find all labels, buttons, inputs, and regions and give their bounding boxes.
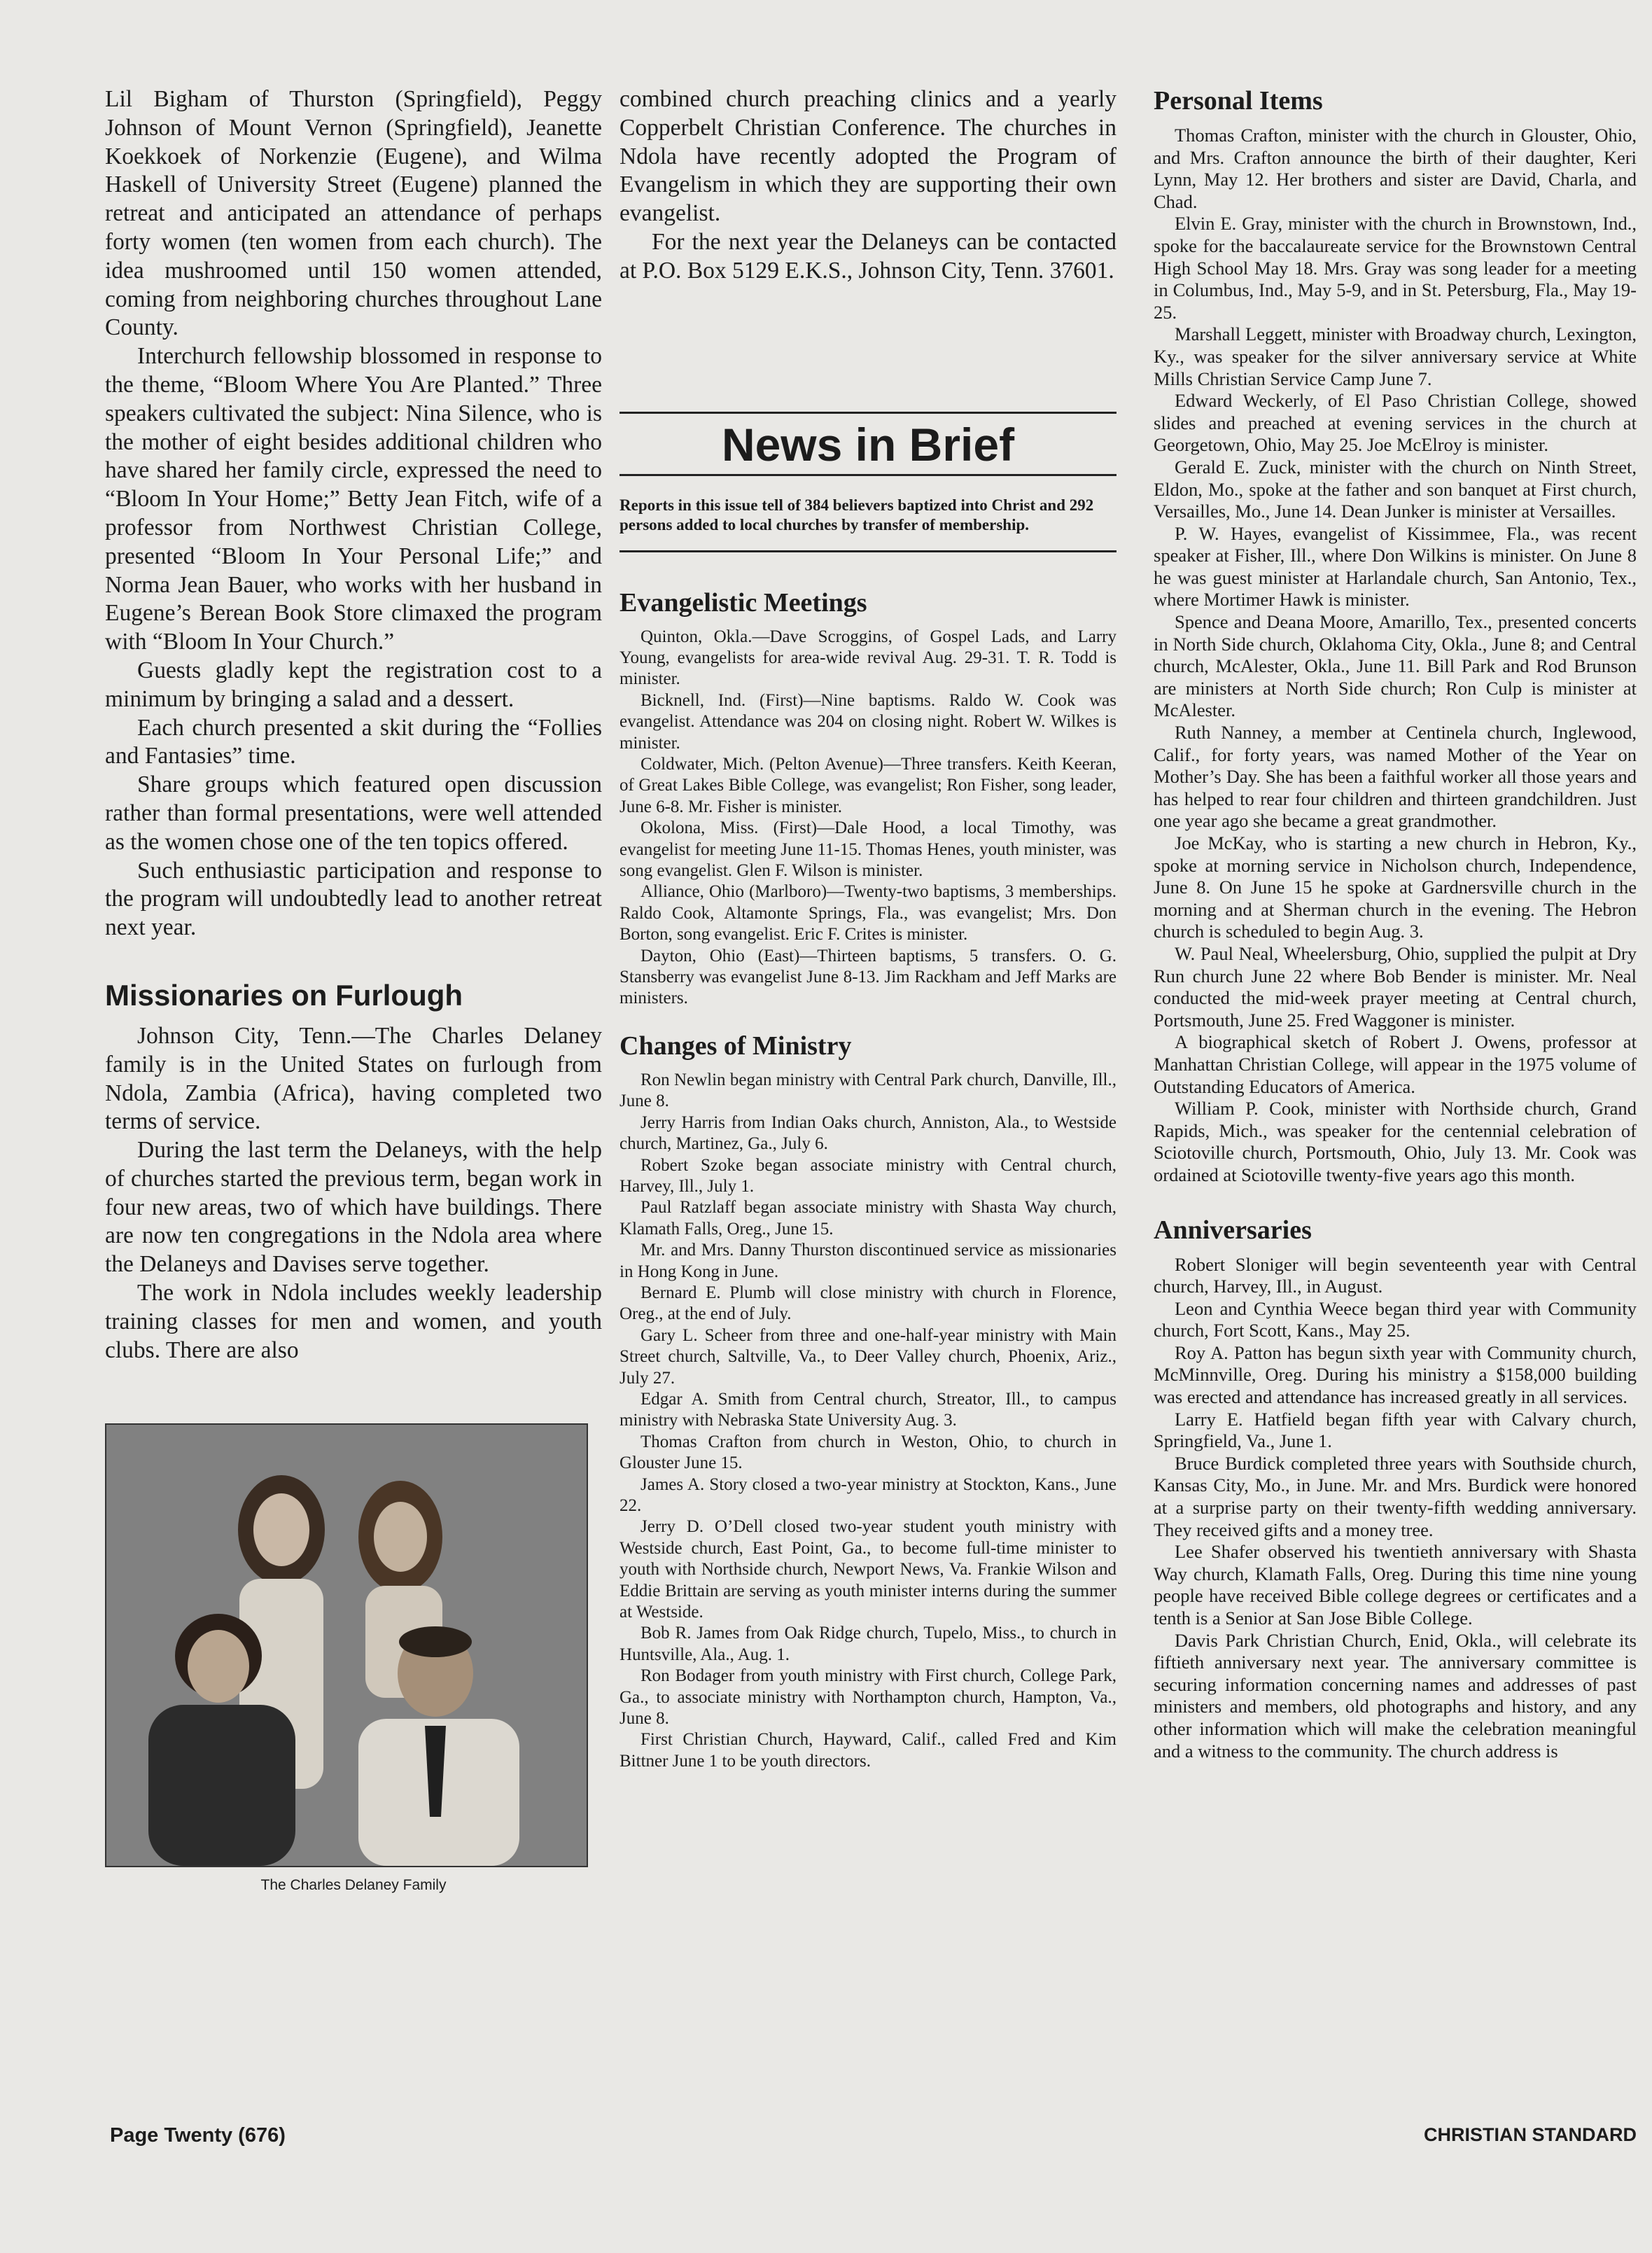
list-item: Thomas Crafton from church in Weston, Ohio, to church in Glouster June 15. [620,1432,1116,1473]
list-item: Dayton, Ohio (East)—Thirteen baptisms, 5 transfers. O. G. Stansberry was evangelist June 8-13. Jim Rackham and Jeff Marks are ministers. [620,946,1116,1008]
list-item: Bicknell, Ind. (First)—Nine baptisms. Raldo W. Cook was evangelist. Attendance was 204 on closing night. Robert W. Wilkes is minister. [620,690,1116,753]
list-item: Thomas Crafton, minister with the church in Glouster, Ohio, and Mrs. Crafton announce the birth of their daughter, Keri Lynn, May 12. Her brothers and sister are David, Charla, and Chad. [1154,125,1637,212]
list-item: Jerry D. O’Dell closed two-year student youth ministry with Westside church, East Point, Ga., to become full-time minister to youth with Northside church, Newport News, Va. Frankie Wilson and Eddie Brittain are serving as youth minister interns during the summer at Westside. [620,1517,1116,1622]
retreat-article [105,85,602,942]
article-paragraph: Johnson City, Tenn.—The Charles Delaney family is in the United States on furlough from Ndola, Zambia (Africa), having completed two terms of service. [105,1022,602,1135]
list-item: Gerald E. Zuck, minister with the church on Ninth Street, Eldon, Mo., spoke at the father and son banquet at First church, Versailles, Mo., June 14. Dean Junker is minister at Versailles. [1154,456,1637,522]
changes-of-ministry-list [620,1070,1116,1772]
article-paragraph: Lil Bigham of Thurston (Springfield), Peggy Johnson of Mount Vernon (Springfield), Jeanette Koekkoek of Norkenzie (Eugene), and Wilma Haskell of University Street (Eugene) planned the retreat and anticipated an attendance of perhaps forty women (ten women from each church). The idea mushroomed until 150 women attended, coming from neighboring churches throughout Lane County. [105,86,602,341]
list-item: Robert Sloniger will begin seventeenth year with Central church, Harvey, Ill., in August. [1154,1253,1637,1297]
article-paragraph: combined church preaching clinics and a yearly Copperbelt Christian Conference. The churches in Ndola have recently adopted the Program of Evangelism in which they are supporting their own evangelist. [620,86,1116,227]
list-item: Quinton, Okla.—Dave Scroggins, of Gospel Lads, and Larry Young, evangelists for area-wide revival Aug. 29-31. T. R. Todd is minister. [620,627,1116,689]
article-paragraph: For the next year the Delaneys can be contacted at P.O. Box 5129 E.K.S., Johnson City, Tenn. 37601. [620,228,1116,284]
evangelistic-meetings-list [620,627,1116,1010]
list-item: Ron Bodager from youth ministry with First church, College Park, Ga., to associate ministry with Northampton church, Hampton, Va., June 8. [620,1666,1116,1729]
list-item: Gary L. Scheer from three and one-half-year ministry with Main Street church, Saltville, Va., to Deer Valley church, Phoenix, Ariz., July 27. [620,1325,1116,1388]
list-item: Ruth Nanney, a member at Centinela church, Inglewood, Calif., for forty years, was named Mother of the Year on Mother’s Day. She has been a faithful worker all those years and has helped to rear four children and thirteen grandchildren. Just one year ago she became a great grandmother. [1154,722,1637,832]
missionaries-article [105,1022,602,1365]
news-in-brief-top-rule [620,412,1116,414]
column-left [105,85,602,1894]
list-item: Edward Weckerly, of El Paso Christian College, showed slides and preached at evening services in the church at Georgetown, Ohio, May 25. Joe McElroy is minister. [1154,390,1637,456]
list-item: Lee Shafer observed his twentieth anniversary with Shasta Way church, Klamath Falls, Oreg. During this time nine young people have received Bible college degrees or certificates and a tenth is a Senior at San Jose Bible College. [1154,1541,1637,1628]
news-in-brief-title: News in Brief [721,418,1015,470]
page-number: Page Twenty (676) [110,2124,286,2147]
article-paragraph: Share groups which featured open discussion rather than formal presentations, were well attended as the women chose one of the ten topics offered. [105,772,602,855]
evangelistic-meetings-heading: Evangelistic Meetings [620,587,867,618]
column-middle [620,85,1116,1772]
list-item: Elvin E. Gray, minister with the church in Brownstown, Ind., spoke for the baccalaureate service for the Brownstown Central High School May 18. Mrs. Gray was song leader for a meeting in Columbus, Ind., May 5-9, and in St. Petersburg, Fla., May 19-25. [1154,213,1637,323]
missionaries-continued [620,85,1116,286]
list-item: W. Paul Neal, Wheelersburg, Ohio, supplied the pulpit at Dry Run church June 22 where Bob Bender is minister. Mr. Neal conducted the mid-week prayer meeting at Central church, Portsmouth, June 25. Fred Waggoner is minister. [1154,942,1637,1031]
list-item: First Christian Church, Hayward, Calif., called Fred and Kim Bittner June 1 to be youth directors. [620,1730,1116,1771]
personal-items-heading: Personal Items [1154,86,1323,116]
list-item: Mr. and Mrs. Danny Thurston discontinued service as missionaries in Hong Kong in June. [620,1241,1116,1281]
list-item: Larry E. Hatfield began fifth year with Calvary church, Springfield, Va., June 1. [1154,1408,1637,1452]
list-item: Bruce Burdick completed three years with Southside church, Kansas City, Mo., in June. Mr. and Mrs. Burdick were honored at a surprise party on their twenty-fifth wedding anniversary. They received gifts and a money tree. [1154,1452,1637,1540]
list-item: Roy A. Patton has begun sixth year with Community church, McMinnville, Oreg. During his ministry a $158,000 building was erected and attendance has increased greatly in all services. [1154,1341,1637,1408]
list-item: Jerry Harris from Indian Oaks church, Anniston, Ala., to Westside church, Martinez, Ga., July 6. [620,1112,1116,1154]
list-item: Bernard E. Plumb will close ministry with church in Florence, Oreg., at the end of July. [620,1283,1116,1324]
photo-caption: The Charles Delaney Family [260,1877,447,1894]
changes-of-ministry-heading: Changes of Ministry [620,1031,852,1061]
anniversaries-list [1154,1254,1637,1763]
article-paragraph: Each church presented a skit during the “Follies and Fantasies” time. [105,714,602,769]
list-item: Ron Newlin began ministry with Central Park church, Danville, Ill., June 8. [620,1070,1116,1111]
article-paragraph: Interchurch fellowship blossomed in response to the theme, “Bloom Where You Are Planted.” Three speakers cultivated the subject: Nina Silence, who is the mother of eight besides additional children who have shared her family circle, expressed the need to “Bloom In Your Home;” Betty Jean Fitch, wife of a professor from Northwest Christian College, presented “Bloom In Your Personal Life;” and Norma Jean Bauer, who works with her husband in Eugene’s Berean Book Store climaxed the program with “Bloom In Your Church.” [105,343,602,655]
list-item: Spence and Deana Moore, Amarillo, Tex., presented concerts in North Side church, Oklahoma City, Okla., June 8; and Central church, McAlester, Okla., June 11. Bill Park and Rod Brunson are ministers at North Side church; Ron Culp is minister at McAlester. [1154,611,1637,721]
column-right [1154,85,1637,1762]
list-item: Coldwater, Mich. (Pelton Avenue)—Three transfers. Keith Keeran, of Great Lakes Bible College, was evangelist; Ron Fisher, song leader, June 6-8. Mr. Fisher is minister. [620,755,1116,816]
list-item: Alliance, Ohio (Marlboro)—Twenty-two baptisms, 3 memberships. Raldo Cook, Altamonte Springs, Fla., was evangelist; Mrs. Don Borton, song evangelist. Eric F. Crites is minister. [620,882,1116,944]
list-item: James A. Story closed a two-year ministry at Stockton, Kans., June 22. [620,1474,1116,1516]
article-paragraph: The work in Ndola includes weekly leadership training classes for men and women, and youth clubs. There are also [105,1280,602,1363]
list-item: Davis Park Christian Church, Enid, Okla., will celebrate its fiftieth anniversary next year. The anniversary committee is securing information concerning names and addresses of past ministers and members, old photographs and history, and any other information which will make the celebration meaningful and a witness to the community. The church address is [1154,1629,1637,1762]
list-item: A biographical sketch of Robert J. Owens, professor at Manhattan Christian College, will appear in the 1975 volume of Outstanding Educators of America. [1154,1031,1637,1097]
list-item: Okolona, Miss. (First)—Dale Hood, a local Timothy, was evangelist for meeting June 11-15. Thomas Henes, youth minister, was song evangelist. Glen F. Wilson is minister. [620,818,1116,881]
list-item: P. W. Hayes, evangelist of Kissimmee, Fla., was recent speaker at Fisher, Ill., where Don Wilkins is minister. On June 8 he was guest minister at Harlandale church, San Antonio, Tex., where Mortimer Hawk is minister. [1154,522,1637,611]
publication-name: CHRISTIAN STANDARD [1424,2124,1637,2145]
news-in-brief-intro: Reports in this issue tell of 384 believers baptized into Christ and 292 persons added to local churches by transfer of membership. [620,496,1094,533]
list-item: Leon and Cynthia Weece began third year with Community church, Fort Scott, Kans., May 25. [1154,1297,1637,1341]
list-item: Bob R. James from Oak Ridge church, Tupelo, Miss., to church in Huntsville, Ala., Aug. 1. [620,1624,1116,1664]
article-paragraph: Such enthusiastic participation and response to the program will undoubtedly lead to another retreat next year. [105,857,602,941]
list-item: Marshall Leggett, minister with Broadway church, Lexington, Ky., was speaker for the silver anniversary service at White Mills Christian Service Camp June 7. [1154,323,1637,389]
list-item: Joe McKay, who is starting a new church in Hebron, Ky., spoke at morning service in Nicholson church, Independence, June 8. On June 15 he spoke at Gardnersville church in the morning and at Sherman church in the evening. The Hebron church is scheduled to begin Aug. 3. [1154,832,1637,942]
delaney-family-photo [105,1423,588,1867]
anniversaries-heading: Anniversaries [1154,1215,1312,1245]
list-item: Robert Szoke began associate ministry with Central church, Harvey, Ill., July 1. [620,1155,1116,1196]
list-item: William P. Cook, minister with Northside church, Grand Rapids, Mich., was speaker for the centennial celebration of Sciotoville church, Portsmouth, Ohio, July 13. Mr. Cook was ordained at Sciotoville twenty-five years ago this month. [1154,1098,1637,1185]
list-item: Edgar A. Smith from Central church, Streator, Ill., to campus ministry with Nebraska State University Aug. 3. [620,1389,1116,1430]
list-item: Paul Ratzlaff began associate ministry with Shasta Way church, Klamath Falls, Oreg., June 15. [620,1198,1116,1239]
personal-items-list [1154,125,1637,1187]
article-paragraph: During the last term the Delaneys, with the help of churches started the previous term, began work in four new areas, two of which have buildings. There are now ten congregations in the Ndola area where the Delaneys and Davises serve together. [105,1137,602,1278]
family-photo-illustration [106,1425,587,1866]
article-paragraph: Guests gladly kept the registration cost to a minimum by bringing a salad and a dessert. [105,657,602,712]
missionaries-heading: Missionaries on Furlough [105,978,463,1012]
